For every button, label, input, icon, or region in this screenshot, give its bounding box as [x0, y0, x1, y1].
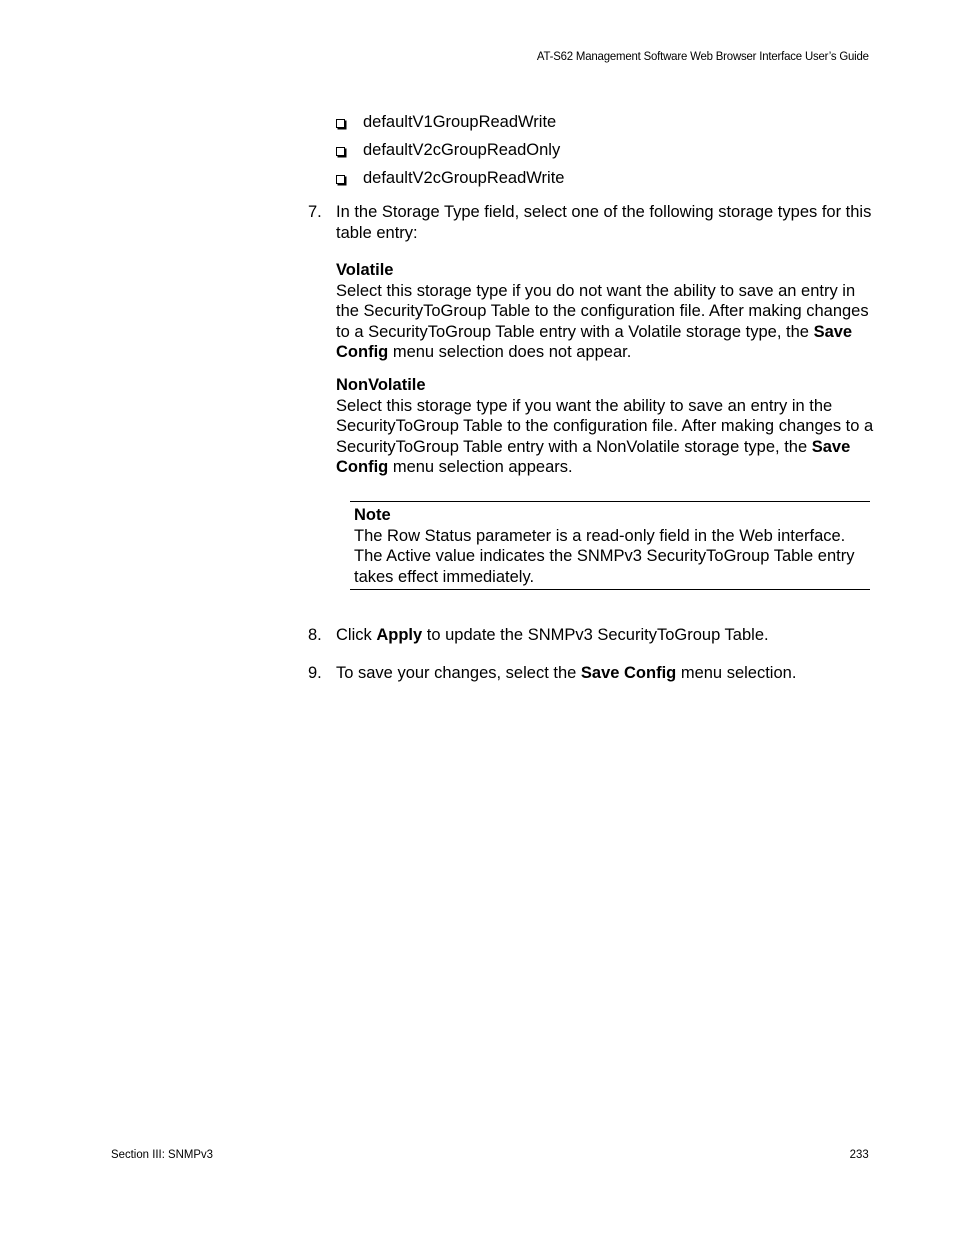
running-header: AT-S62 Management Software Web Browser Interface User’s Guide — [537, 49, 869, 63]
step-text-part: to update the SNMPv3 SecurityToGroup Table. — [422, 626, 769, 644]
step-7 — [308, 202, 873, 243]
apply-emphasis: Apply — [376, 626, 423, 644]
list-item-label: defaultV2cGroupReadOnly — [363, 140, 561, 159]
term-text: menu selection does not appear. — [388, 343, 632, 361]
nonvolatile-definition — [336, 375, 876, 478]
volatile-definition — [336, 260, 876, 363]
list-item-label: defaultV1GroupReadWrite — [363, 112, 557, 131]
list-item-label: defaultV2cGroupReadWrite — [363, 168, 565, 187]
step-number: 8. — [308, 626, 322, 644]
term-title: Volatile — [336, 261, 394, 279]
step-text — [336, 663, 873, 684]
term-title: NonVolatile — [336, 376, 426, 394]
list-item — [336, 136, 564, 164]
list-item — [336, 108, 564, 136]
save-config-emphasis: Save Config — [336, 437, 851, 476]
step-text-part: menu selection. — [676, 664, 797, 682]
step-8 — [308, 625, 873, 646]
checkbox-bullet-icon — [336, 175, 345, 184]
step-text-part: To save your changes, select the — [336, 664, 581, 682]
step-text: In the Storage Type field, select one of the following storage types for this table entry: — [336, 203, 872, 242]
step-number: 9. — [308, 664, 322, 682]
term-description — [336, 396, 876, 478]
page-number: 233 — [849, 1147, 869, 1161]
checkbox-bullet-icon — [336, 147, 345, 156]
checkbox-bullet-icon — [336, 119, 345, 128]
list-item — [336, 164, 564, 192]
group-bullet-list — [336, 108, 564, 192]
step-number: 7. — [308, 203, 322, 221]
step-9 — [308, 663, 873, 684]
footer-section: Section III: SNMPv3 — [111, 1147, 214, 1161]
term-text: menu selection appears. — [388, 458, 573, 476]
term-text: Select this storage type if you want the ability to save an entry in the SecurityToGroup Table to the configuration file. After making changes to a SecurityToGroup Table entry with a NonVolatile storage type, the — [336, 396, 874, 456]
step-text — [336, 625, 873, 646]
note-box — [350, 501, 870, 590]
step-text-part: Click — [336, 626, 377, 644]
note-text: The Row Status parameter is a read-only field in the Web interface. The Active value indicates the SNMPv3 SecurityToGroup Table entry takes effect immediately. — [354, 526, 855, 586]
save-config-emphasis: Save Config — [336, 322, 853, 361]
term-description — [336, 281, 876, 363]
term-text: Select this storage type if you do not want the ability to save an entry in the SecurityToGroup Table to the configuration file. After making changes to a SecurityToGroup Table entry with a Volatile storage type, the — [336, 281, 869, 341]
save-config-emphasis: Save Config — [580, 664, 677, 682]
note-title: Note — [354, 506, 391, 524]
